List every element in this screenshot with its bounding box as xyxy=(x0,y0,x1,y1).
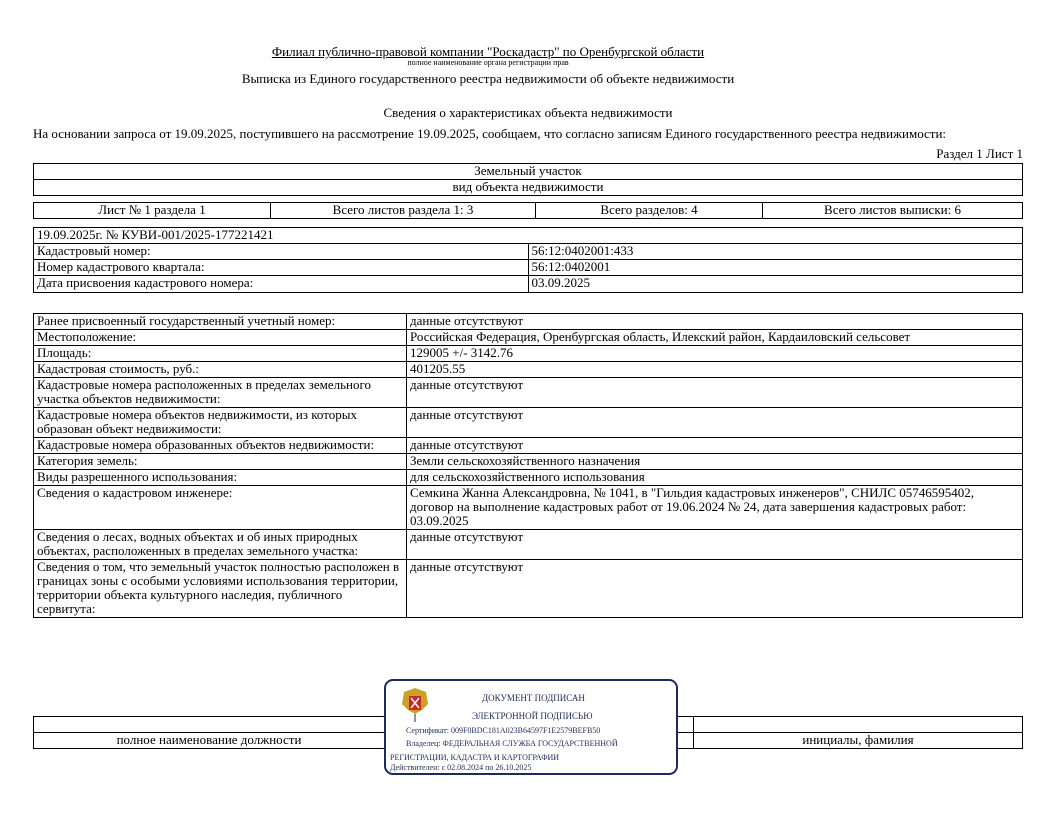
extract-sheets-total: Всего листов выписки: 6 xyxy=(763,203,1023,219)
document-title: Выписка из Единого государственного реестра недвижимости об объекте недвижимости xyxy=(241,71,735,86)
object-type: Земельный участок xyxy=(34,164,1023,180)
stamp-line1: ДОКУМЕНТ ПОДПИСАН xyxy=(482,693,585,703)
document-subtitle: Сведения о характеристиках объекта недвижимости xyxy=(383,105,673,120)
row-label: Виды разрешенного использования: xyxy=(34,470,407,486)
table-row xyxy=(34,454,1023,470)
row-value: 56:12:0402001 xyxy=(528,260,1023,276)
row-value: данные отсутствуют xyxy=(407,408,1023,438)
row-value: для сельскохозяйственного использования xyxy=(407,470,1023,486)
row-label: Категория земель: xyxy=(34,454,407,470)
row-value: 03.09.2025 xyxy=(528,276,1023,293)
table-row xyxy=(34,346,1023,362)
table-row xyxy=(34,438,1023,454)
table-row xyxy=(34,276,1023,293)
table-row xyxy=(34,486,1023,530)
sheets-table xyxy=(33,202,1023,219)
row-label: Номер кадастрового квартала: xyxy=(34,260,529,276)
object-type-table xyxy=(33,163,1023,196)
row-label: Дата присвоения кадастрового номера: xyxy=(34,276,529,293)
characteristics-table xyxy=(33,313,1023,618)
row-value: Российская Федерация, Оренбургская область, Илекский район, Кардаиловский сельсовет xyxy=(407,330,1023,346)
table-row xyxy=(34,408,1023,438)
row-label: Кадастровая стоимость, руб.: xyxy=(34,362,407,378)
row-label: Кадастровые номера расположенных в пределах земельного участка объектов недвижимости: xyxy=(34,378,407,408)
row-value: данные отсутствуют xyxy=(407,438,1023,454)
row-label: Кадастровые номера объектов недвижимости, из которых образован объект недвижимости: xyxy=(34,408,407,438)
sheet-number: Лист № 1 раздела 1 xyxy=(34,203,271,219)
row-value: 56:12:0402001:433 xyxy=(528,244,1023,260)
row-label: Сведения о лесах, водных объектах и об иных природных объектах, расположенных в пределах земельного участка: xyxy=(34,530,407,560)
stamp-validity: Действителен: с 02.08.2024 по 26.10.2025 xyxy=(390,763,532,772)
row-value: Семкина Жанна Александровна, № 1041, в "Гильдия кадастровых инженеров", СНИЛС 05746595402, договор на выполнение кадастровых работ от 19.06.2024 № 24, дата завершения кадастровых работ: 03.09.2025 xyxy=(407,486,1023,530)
coat-of-arms-icon xyxy=(400,684,430,722)
table-row xyxy=(34,378,1023,408)
table-row xyxy=(34,314,1023,330)
org-caption: полное наименование органа регистрации прав xyxy=(407,58,569,67)
section-label: Раздел 1 Лист 1 xyxy=(936,146,1023,161)
row-label: Кадастровые номера образованных объектов недвижимости: xyxy=(34,438,407,454)
row-value: 401205.55 xyxy=(407,362,1023,378)
name-caption: инициалы, фамилия xyxy=(694,733,1023,749)
row-value: 129005 +/- 3142.76 xyxy=(407,346,1023,362)
org-name: Филиал публично-правовой компании "Роскадастр" по Оренбургской области xyxy=(271,44,705,59)
sections-total: Всего разделов: 4 xyxy=(536,203,763,219)
table-row xyxy=(34,362,1023,378)
row-value: данные отсутствуют xyxy=(407,378,1023,408)
row-value: данные отсутствуют xyxy=(407,530,1023,560)
row-value: данные отсутствуют xyxy=(407,314,1023,330)
doc-number: 19.09.2025г. № КУВИ-001/2025-177221421 xyxy=(34,228,1023,244)
table-row xyxy=(34,244,1023,260)
row-label: Кадастровый номер: xyxy=(34,244,529,260)
electronic-signature-stamp xyxy=(384,679,678,775)
object-type-caption: вид объекта недвижимости xyxy=(34,180,1023,196)
table-row xyxy=(34,530,1023,560)
stamp-owner-cont: РЕГИСТРАЦИИ, КАДАСТРА И КАРТОГРАФИИ xyxy=(390,753,560,762)
row-value: данные отсутствуют xyxy=(407,560,1023,618)
row-label: Сведения о том, что земельный участок полностью расположен в границах зоны с особыми условиями использования территории, территории объекта культурного наследия, публичного сервитута: xyxy=(34,560,407,618)
table-row xyxy=(34,470,1023,486)
section-sheets-total: Всего листов раздела 1: 3 xyxy=(271,203,536,219)
intro-text: На основании запроса от 19.09.2025, поступившего на рассмотрение 19.09.2025, сообщаем, что согласно записям Единого государственного реестра недвижимости: xyxy=(33,126,947,141)
table-row xyxy=(34,330,1023,346)
stamp-owner: Владелец: ФЕДЕРАЛЬНАЯ СЛУЖБА ГОСУДАРСТВЕННОЙ xyxy=(406,739,618,748)
stamp-certificate: Сертификат: 009F0BDC181A023B64597F1E2579BEFB50 xyxy=(406,726,601,735)
table-row xyxy=(34,260,1023,276)
table-row xyxy=(34,560,1023,618)
row-label: Ранее присвоенный государственный учетный номер: xyxy=(34,314,407,330)
row-label: Площадь: xyxy=(34,346,407,362)
row-label: Местоположение: xyxy=(34,330,407,346)
cadastral-table xyxy=(33,227,1023,293)
row-value: Земли сельскохозяйственного назначения xyxy=(407,454,1023,470)
position-caption: полное наименование должности xyxy=(34,733,385,749)
stamp-line2: ЭЛЕКТРОННОЙ ПОДПИСЬЮ xyxy=(472,711,593,721)
row-label: Сведения о кадастровом инженере: xyxy=(34,486,407,530)
